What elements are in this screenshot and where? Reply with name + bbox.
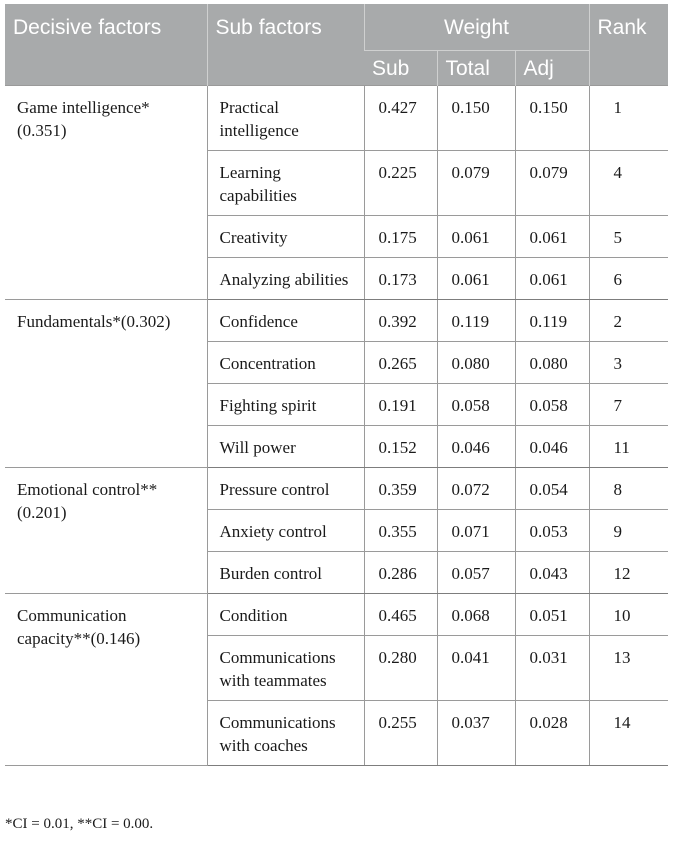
- adj-weight-cell: 0.079: [515, 151, 589, 216]
- header-sub-factors: Sub factors: [207, 4, 364, 86]
- rank-cell: 13: [589, 636, 668, 701]
- decisive-factor-cell: Communication capacity**(0.146): [5, 594, 207, 766]
- rank-cell: 4: [589, 151, 668, 216]
- table-row: [5, 86, 668, 151]
- sub-factor-cell: Learning capabilities: [207, 151, 364, 216]
- sub-weight-cell: 0.255: [364, 701, 437, 766]
- sub-factor-cell: Burden control: [207, 552, 364, 594]
- header-rank: Rank: [589, 4, 668, 86]
- decisive-factor-cell: Fundamentals*(0.302): [5, 300, 207, 468]
- sub-weight-cell: 0.427: [364, 86, 437, 151]
- rank-cell: 2: [589, 300, 668, 342]
- sub-weight-cell: 0.355: [364, 510, 437, 552]
- rank-cell: 6: [589, 258, 668, 300]
- rank-cell: 5: [589, 216, 668, 258]
- sub-weight-cell: 0.465: [364, 594, 437, 636]
- rank-cell: 14: [589, 701, 668, 766]
- total-weight-cell: 0.071: [437, 510, 515, 552]
- sub-factor-cell: Concentration: [207, 342, 364, 384]
- total-weight-cell: 0.080: [437, 342, 515, 384]
- adj-weight-cell: 0.080: [515, 342, 589, 384]
- total-weight-cell: 0.046: [437, 426, 515, 468]
- sub-weight-cell: 0.175: [364, 216, 437, 258]
- total-weight-cell: 0.079: [437, 151, 515, 216]
- rank-cell: 10: [589, 594, 668, 636]
- adj-weight-cell: 0.150: [515, 86, 589, 151]
- sub-weight-cell: 0.392: [364, 300, 437, 342]
- adj-weight-cell: 0.061: [515, 216, 589, 258]
- header-total: Total: [437, 51, 515, 86]
- sub-weight-cell: 0.359: [364, 468, 437, 510]
- decisive-factor-cell: Game intelligence*(0.351): [5, 86, 207, 300]
- total-weight-cell: 0.068: [437, 594, 515, 636]
- sub-factor-cell: Pressure control: [207, 468, 364, 510]
- total-weight-cell: 0.061: [437, 258, 515, 300]
- total-weight-cell: 0.150: [437, 86, 515, 151]
- sub-weight-cell: 0.152: [364, 426, 437, 468]
- sub-factor-cell: Communications with coaches: [207, 701, 364, 766]
- adj-weight-cell: 0.046: [515, 426, 589, 468]
- rank-cell: 8: [589, 468, 668, 510]
- sub-factor-cell: Anxiety control: [207, 510, 364, 552]
- rank-cell: 7: [589, 384, 668, 426]
- table-row: [5, 468, 668, 510]
- sub-factor-cell: Fighting spirit: [207, 384, 364, 426]
- header-sub: Sub: [364, 51, 437, 86]
- total-weight-cell: 0.058: [437, 384, 515, 426]
- sub-factor-cell: Condition: [207, 594, 364, 636]
- table-row: [5, 594, 668, 636]
- sub-factor-cell: Analyzing abilities: [207, 258, 364, 300]
- table-row: [5, 300, 668, 342]
- total-weight-cell: 0.072: [437, 468, 515, 510]
- sub-weight-cell: 0.280: [364, 636, 437, 701]
- sub-weight-cell: 0.225: [364, 151, 437, 216]
- adj-weight-cell: 0.043: [515, 552, 589, 594]
- total-weight-cell: 0.041: [437, 636, 515, 701]
- sub-weight-cell: 0.265: [364, 342, 437, 384]
- sub-factor-cell: Creativity: [207, 216, 364, 258]
- adj-weight-cell: 0.054: [515, 468, 589, 510]
- sub-weight-cell: 0.173: [364, 258, 437, 300]
- adj-weight-cell: 0.061: [515, 258, 589, 300]
- sub-factor-cell: Communications with teammates: [207, 636, 364, 701]
- rank-cell: 3: [589, 342, 668, 384]
- sub-factor-cell: Will power: [207, 426, 364, 468]
- total-weight-cell: 0.119: [437, 300, 515, 342]
- rank-cell: 12: [589, 552, 668, 594]
- decisive-factor-cell: Emotional control**(0.201): [5, 468, 207, 594]
- adj-weight-cell: 0.028: [515, 701, 589, 766]
- adj-weight-cell: 0.058: [515, 384, 589, 426]
- sub-factor-cell: Practical intelligence: [207, 86, 364, 151]
- adj-weight-cell: 0.119: [515, 300, 589, 342]
- weights-table: [5, 4, 668, 766]
- rank-cell: 9: [589, 510, 668, 552]
- total-weight-cell: 0.057: [437, 552, 515, 594]
- sub-factor-cell: Confidence: [207, 300, 364, 342]
- header-weight: Weight: [364, 4, 589, 51]
- adj-weight-cell: 0.053: [515, 510, 589, 552]
- total-weight-cell: 0.037: [437, 701, 515, 766]
- sub-weight-cell: 0.286: [364, 552, 437, 594]
- header-decisive-factors: Decisive factors: [5, 4, 207, 86]
- adj-weight-cell: 0.051: [515, 594, 589, 636]
- rank-cell: 11: [589, 426, 668, 468]
- table-footnote: *CI = 0.01, **CI = 0.00.: [5, 816, 154, 832]
- total-weight-cell: 0.061: [437, 216, 515, 258]
- sub-weight-cell: 0.191: [364, 384, 437, 426]
- adj-weight-cell: 0.031: [515, 636, 589, 701]
- rank-cell: 1: [589, 86, 668, 151]
- header-adj: Adj: [515, 51, 589, 86]
